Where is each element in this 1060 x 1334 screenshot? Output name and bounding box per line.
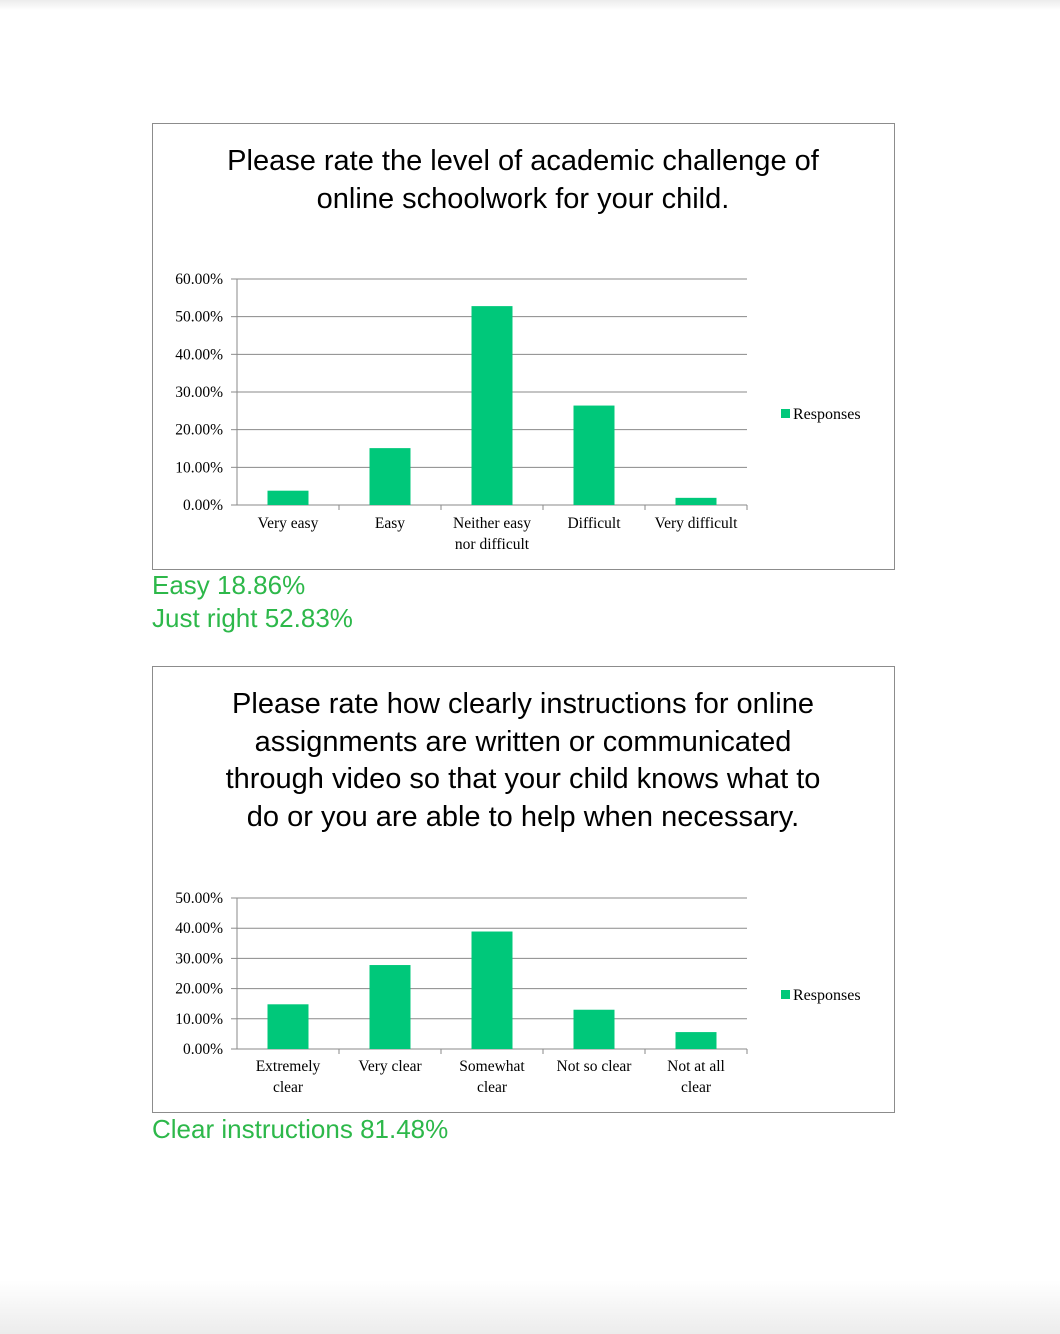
- legend-label: Responses: [793, 987, 861, 1004]
- bar: [574, 1010, 615, 1049]
- y-tick-label: 0.00%: [182, 497, 223, 514]
- bar: [370, 965, 411, 1049]
- bar: [268, 1004, 309, 1049]
- note-easy: Easy 18.86%: [152, 570, 306, 600]
- x-category-label: Neither easy nor difficult: [453, 515, 531, 553]
- legend-swatch: [781, 409, 790, 418]
- x-category-label: Somewhat clear: [459, 1058, 525, 1096]
- legend-label: Responses: [793, 406, 861, 423]
- y-tick-label: 50.00%: [175, 308, 223, 326]
- chart-title: Please rate the level of academic challenge of online schoolwork for your child.: [227, 145, 819, 215]
- bar: [268, 491, 309, 505]
- bar: [370, 448, 411, 505]
- bar: [472, 932, 513, 1049]
- x-category-label: Very clear: [358, 1058, 422, 1075]
- y-tick-label: 30.00%: [175, 384, 223, 401]
- bar: [574, 406, 615, 505]
- bar: [676, 1032, 717, 1049]
- y-tick-label: 10.00%: [175, 1010, 223, 1028]
- x-category-label: Difficult: [567, 515, 621, 532]
- note-clear-instructions: Clear instructions 81.48%: [152, 1114, 449, 1144]
- y-tick-label: 0.00%: [182, 1041, 223, 1058]
- legend-swatch: [781, 990, 790, 999]
- y-tick-label: 50.00%: [175, 890, 223, 907]
- bar-plot-instruction-clarity: [153, 667, 896, 1114]
- bar: [472, 306, 513, 505]
- bar: [676, 498, 717, 505]
- x-category-label: Very easy: [257, 515, 319, 532]
- x-category-label: Extremely clear: [255, 1058, 321, 1096]
- top-shade: [0, 0, 1060, 10]
- chart-title: Please rate how clearly instructions for online assignments are written or communicated through video so that your child knows what to do or you are able to help when necessary.: [225, 688, 821, 833]
- y-tick-label: 60.00%: [175, 271, 223, 288]
- x-category-label: Very difficult: [654, 515, 738, 532]
- chart-instruction-clarity: [152, 666, 895, 1113]
- x-category-label: Not so clear: [556, 1058, 632, 1075]
- y-tick-label: 10.00%: [175, 459, 223, 477]
- bar-plot-academic-challenge: [153, 124, 896, 571]
- y-tick-label: 40.00%: [175, 920, 223, 938]
- note-just-right: Just right 52.83%: [152, 603, 353, 633]
- chart-academic-challenge: [152, 123, 895, 570]
- x-category-label: Not at all clear: [667, 1058, 725, 1096]
- y-tick-label: 20.00%: [175, 421, 223, 439]
- y-tick-label: 40.00%: [175, 346, 223, 364]
- x-category-label: Easy: [374, 515, 406, 532]
- y-tick-label: 30.00%: [175, 950, 223, 968]
- y-tick-label: 20.00%: [175, 980, 223, 998]
- bottom-shade: [0, 1280, 1060, 1334]
